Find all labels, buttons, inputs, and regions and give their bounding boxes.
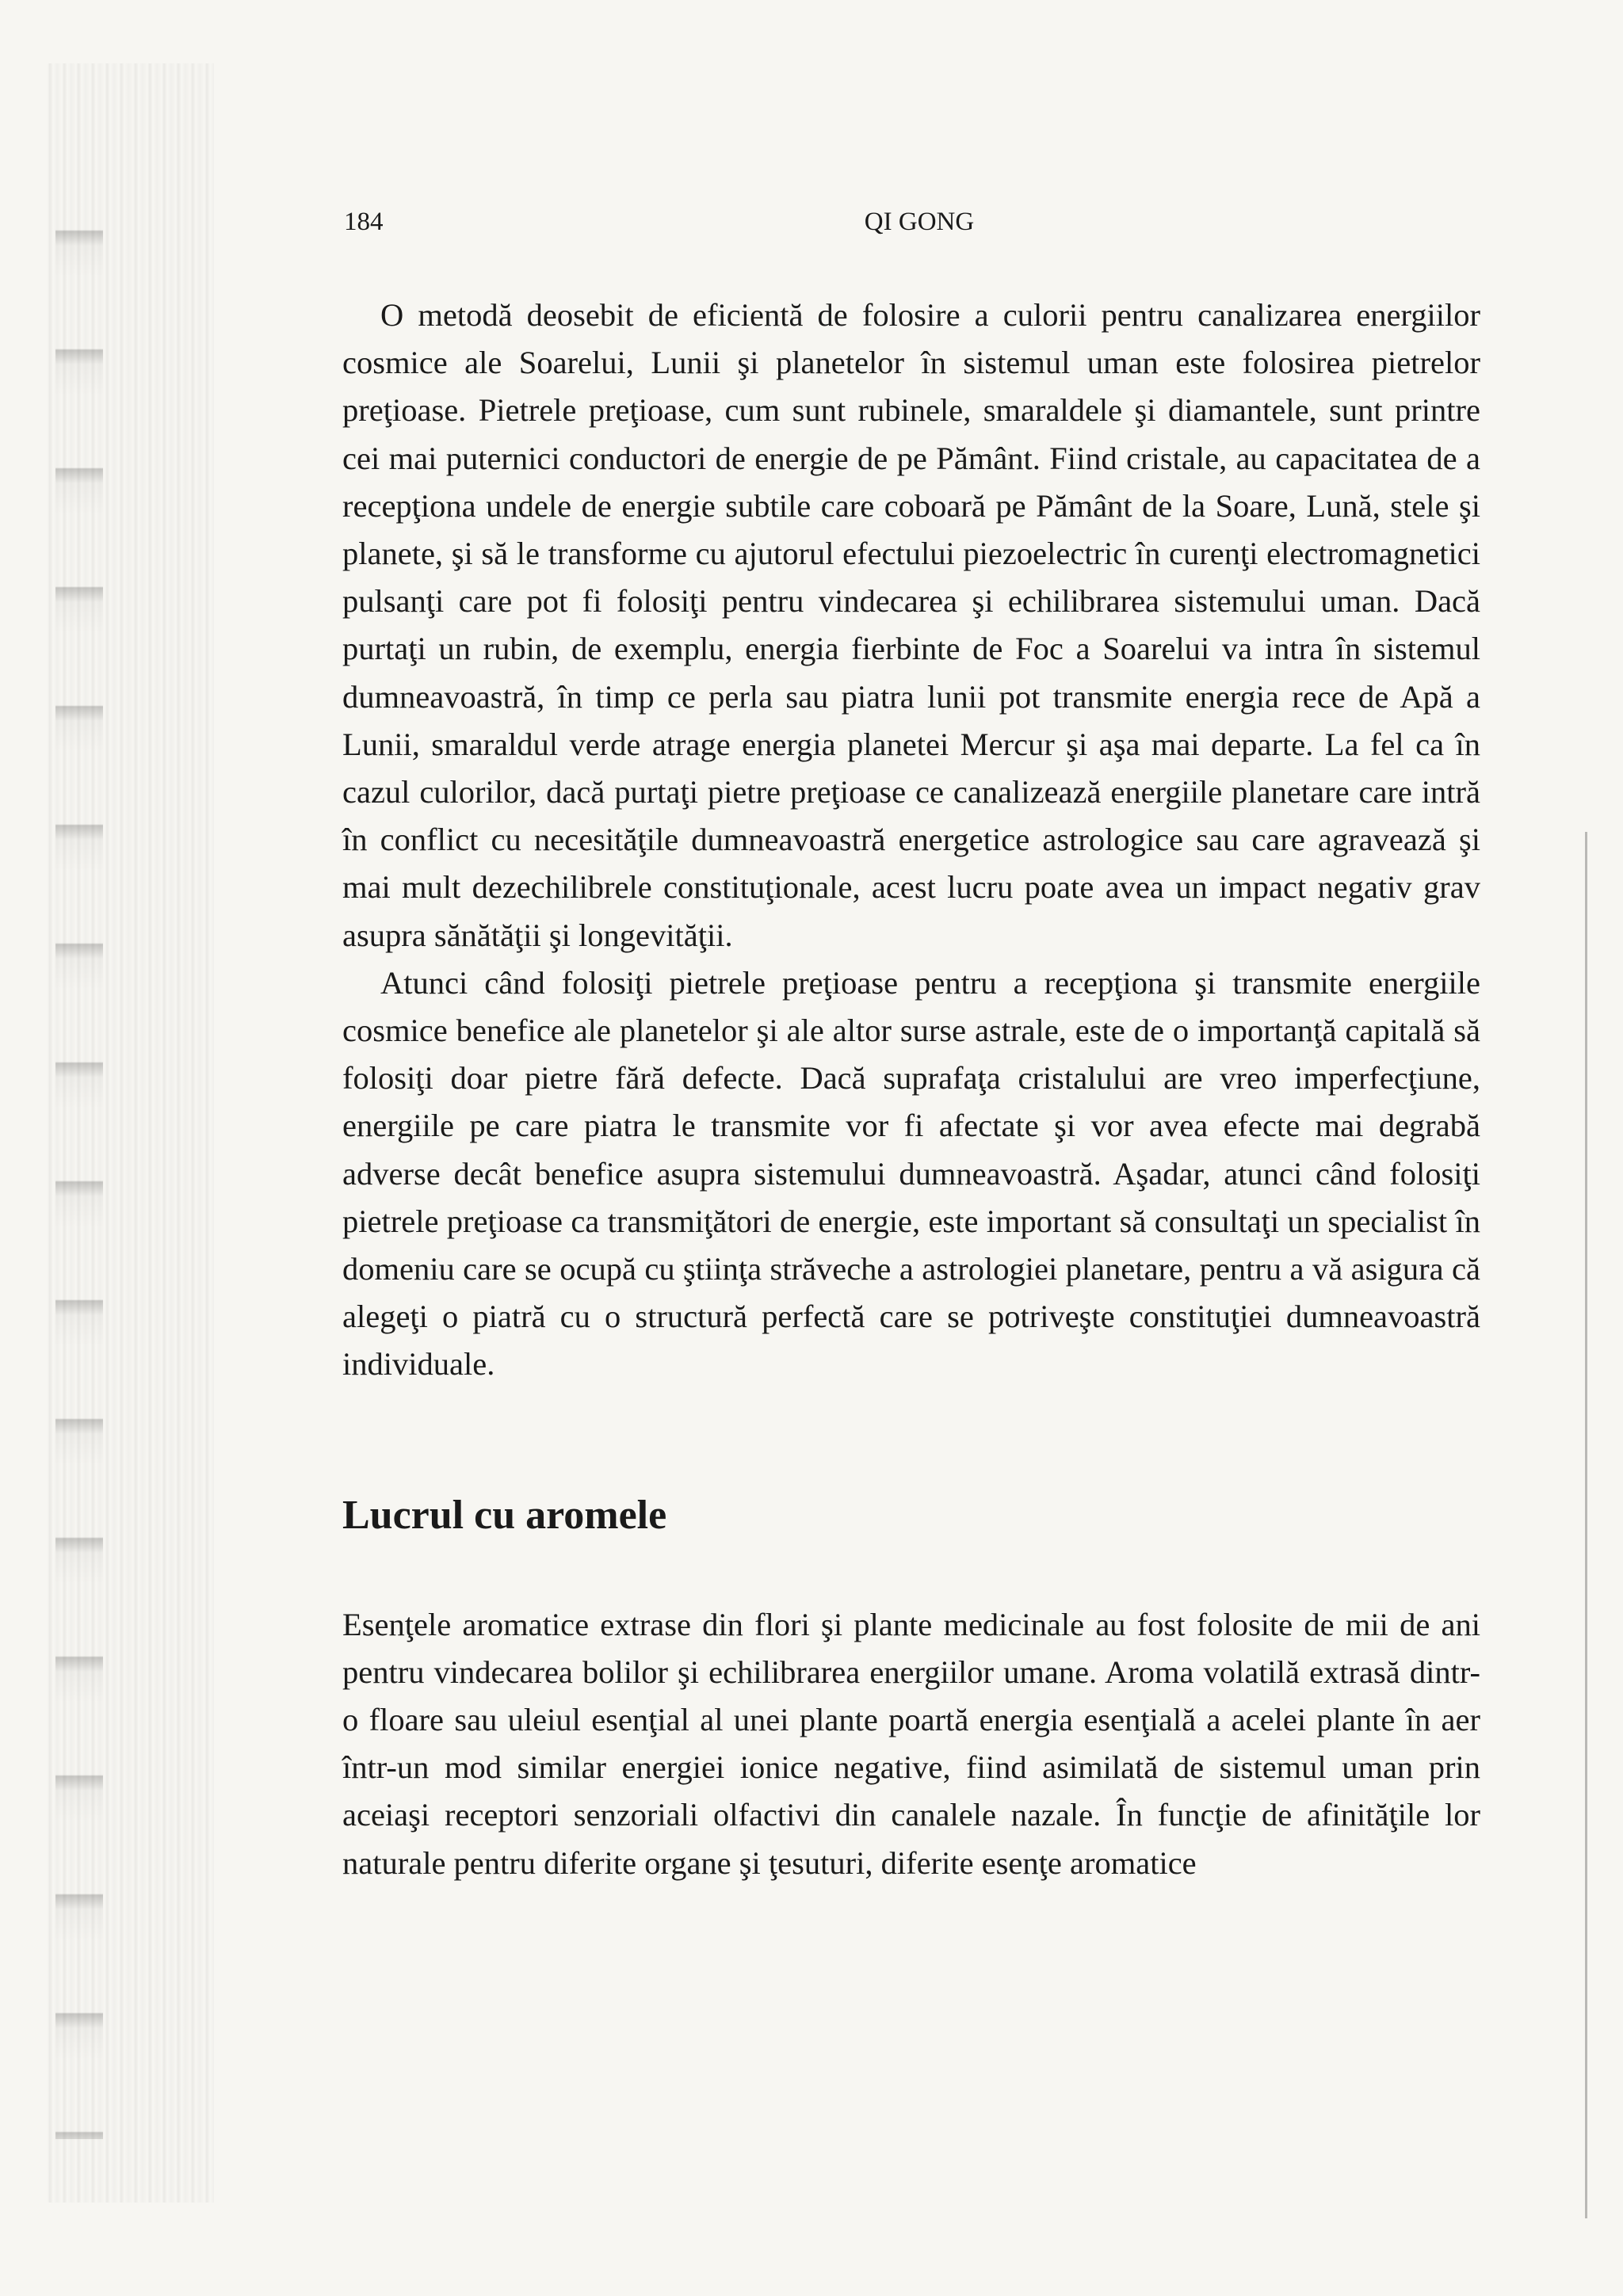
- book-page: [342, 208, 1480, 1887]
- scan-page-edge: [1585, 832, 1587, 2218]
- scan-binding-marks: [55, 158, 103, 2139]
- running-title: QI GONG: [864, 208, 975, 236]
- page-number: 184: [344, 208, 384, 236]
- paragraph-aromas: Esenţele aromatice extrase din flori şi plante medicinale au fost folosite de mii de ani pentru vindecarea bolilor şi echilibrarea energiilor umane. Aroma volatilă extrasă dintr-o floare sau uleiul esenţial al unei plante poartă energia esenţială a acelei plante în aer într-un mod similar energiei ionice negative, fiind asimilată de sistemul uman prin aceiaşi receptori senzoriali olfactivi din canalele nazale. În funcţie de afinităţile lor naturale pentru diferite organe şi ţesuturi, diferite esenţe aromatice: [342, 1606, 1480, 1881]
- section-heading: Lucrul cu aromele: [342, 1492, 667, 1538]
- running-head: [342, 208, 1480, 247]
- paragraph-flawless-stones: Atunci când folosiţi pietrele preţioase pentru a recepţiona şi transmite energiile cosmice benefice ale planetelor şi ale altor surse astrale, este de o importanţă capitală să folosiţi doar pietre fără defecte. Dacă suprafaţa cristalului are vreo imperfecţiune, energiile pe care piatra le transmite vor fi afectate şi vor avea efecte mai degrabă adverse decât benefice asupra sistemului dumneavoastră. Aşadar, atunci când folosiţi pietrele preţioase ca transmiţători de energie, este important să consultaţi un specialist în domeniu care se ocupă cu ştiinţa străveche a astrologiei planetare, pentru a vă asigura că alegeţi o piatră cu o structură perfectă care se potriveşte constituţiei dumneavoastră individuale.: [342, 964, 1480, 1383]
- paragraph-gemstones: O metodă deosebit de eficientă de folosire a culorii pentru canalizarea energiilor cosmice ale Soarelui, Lunii şi planetelor în sistemul uman este folosirea pietrelor preţioase. Pietrele preţioase, cum sunt rubinele, smaraldele şi diamantele, sunt printre cei mai puternici conductori de energie de pe Pământ. Fiind cristale, au capacitatea de a recepţiona undele de energie subtile care coboară pe Pământ de la Soare, Lună, stele şi planete, şi să le transforme cu ajutorul efectului piezoelectric în curenţi electromagnetici pulsanţi care pot fi folosiţi pentru vindecarea şi echilibrarea sistemului uman. Dacă purtaţi un rubin, de exemplu, energia fierbinte de Foc a Soarelui va intra în sistemul dumneavoastră, în timp ce perla sau piatra lunii pot transmite energia rece de Apă a Lunii, smaraldul verde atrage energia planetei Mercur şi aşa mai departe. La fel ca în cazul culorilor, dacă purtaţi pietre preţioase ce canalizează energiile planetare care intră în conflict cu necesităţile dumneavoastră energetice astrologice sau care agravează şi mai mult dezechilibrele constituţionale, acest lucru poate avea un impact negativ grav asupra sănătăţii şi longevităţii.: [342, 297, 1480, 953]
